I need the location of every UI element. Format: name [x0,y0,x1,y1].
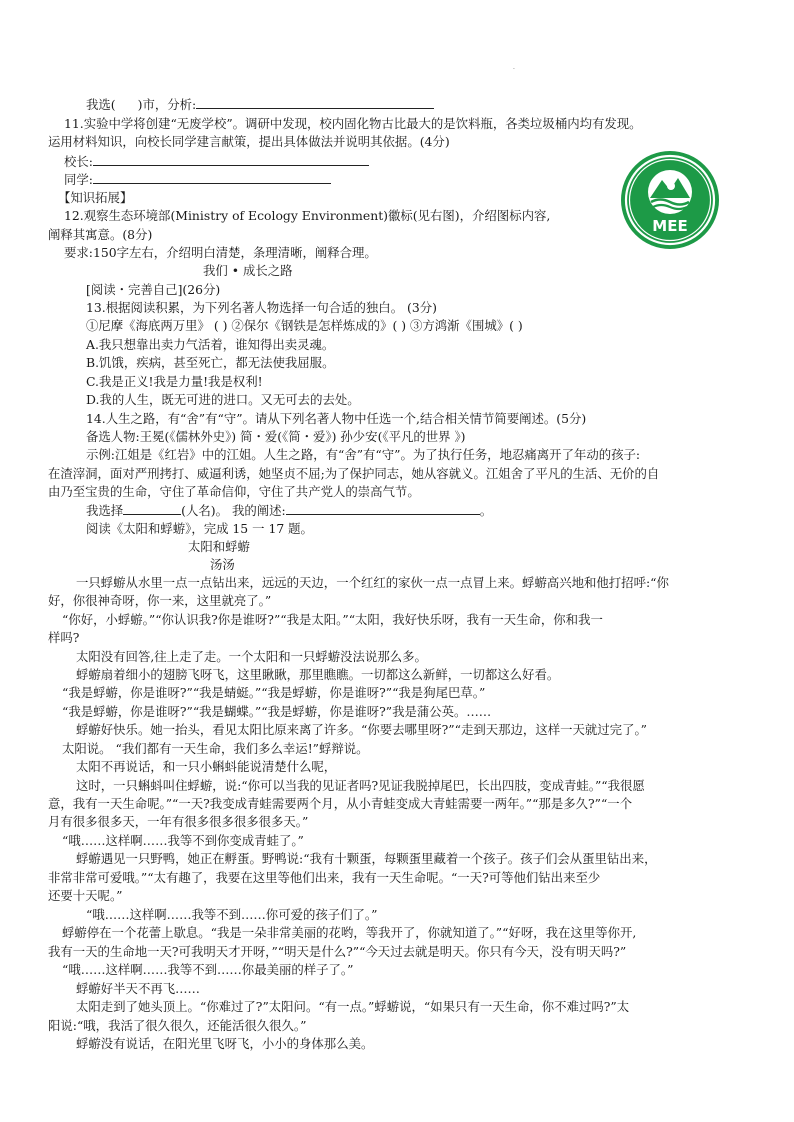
q10-blank[interactable] [196,95,434,109]
q10-label: 我选( [86,97,116,112]
story-line: 这时，一只蝌蚪叫住蜉蝣，说:“你可以当我的见证者吗?见证我脱掉尾巴，长出四肢，变成青蛙。”“我很愿 [76,778,645,793]
q13-option-a: A.我只想靠出卖力气活着，谁知得出卖灵魂。 [86,337,335,352]
story-line: 蜉蝣好半天不再飞…… [76,981,200,996]
story-line: 太阳没有回答,往上走了走。一个太阳和一只蜉蝣没法说那么多。 [76,649,427,664]
q11-students-label: 同学: [64,172,93,187]
story-line: 月有很多很多天，一年有很多很多很多很多天。” [48,814,309,829]
q13-option-c: C.我是正义!我是力量!我是权利! [86,374,263,389]
q14-example-line1: 示例:江姐是《红岩》中的江姐。人生之路，有“舍”有“守”。为了执行任务，地忍痛离开了年动的孩子: [86,447,641,462]
story-line: 蜉蝣遇见一只野鸭，她正在孵蛋。野鸭说:“我有十颗蛋，每颗蛋里藏着一个孩子。孩子们会从蛋里钻出来， [76,851,657,866]
story-line: 蜉蝣好快乐。她一抬头，看见太阳比原来离了许多。“你要去哪里呀?”“走到天那边，这样一天就过完了。” [76,722,647,737]
q14-candidates: 备选人物:王冕(《儒林外史》) 简・爱(《简・爱》) 孙少安(《平凡的世界 》) [86,429,466,444]
q13-option-b: B.饥饿，疾病，甚至死亡，都无法使我屈服。 [86,355,335,370]
q12-line1: 12.观察生态环境部(Ministry of Ecology Environment)徽标(见右图)，介绍图标内容, [64,208,551,223]
header-dot: . [513,64,515,71]
q14-answer-end: 。 [479,503,493,518]
story-line: 非常非常可爱哦。”“太有趣了，我要在这里等他们出来，我有一天生命呢。“一天?可等他们钻出来至少 [48,870,601,885]
q13-stem: 13.根据阅读积累，为下列名著人物选择一句合适的独白。 (3分) [86,300,437,315]
q11-students-line [64,170,331,188]
q11-line2: 运用材料知识，向校长同学建言献策，提出具体做法并说明其依据。(4分) [48,134,450,149]
mee-emblem-icon [620,150,720,250]
q14-answer-line [86,501,492,519]
q14-answer-label: 我选择 [86,503,124,518]
section-knowledge-expand: 【知识拓展】 [58,190,133,205]
q14-example-line3: 由乃至宝贵的生命，守住了革命信仰，守住了共产党人的崇高气节。 [48,484,420,499]
q14-example-line2: 在渣滓洞，面对严刑拷打、威逼利诱，她坚贞不屈;为了保护同志，她从容就义。江姐舍了平凡的生活、无价的自 [48,466,660,481]
story-line: 好，你很神奇呀，你一来，这里就亮了。” [48,593,272,608]
story-line: “哦……这样啊……我等不到你变成青蛙了。” [62,833,304,848]
q13-option-d: D.我的人生，既无可进的进口。又无可去的去处。 [86,392,360,407]
story-line: 太阳走到了她头顶上。“你难过了?”太阳问。“有一点。”蜉蝣说，“如果只有一天生命，你不难过吗?”太 [76,999,630,1014]
q14-stem: 14.人生之路，有“舍”有“守”。请从下列名著人物中任选一个,结合相关情节简要阐述。(5分) [86,411,587,426]
q11-principal-line [64,152,369,170]
story-line: “哦……这样啊……我等不到……你可爱的孩子们了。” [86,907,378,922]
story-line: 太阳不再说话，和一只小蝌蚪能说清楚什么呢， [76,759,337,774]
q11-principal-label: 校长: [64,154,93,169]
story-line: 太阳说。 “我们都有一天生命，我们多么幸运!”蜉辩说。 [62,741,369,756]
story-line: 蜉蝣扇着细小的翅膀飞呀飞，这里瞅瞅，那里瞧瞧。一切都这么新鲜，一切都这么好看。 [76,667,560,682]
reading-section-title: [阅读・完善自己](26分) [86,282,221,297]
reading-intro: 阅读《太阳和蜉蝣》，完成 15 一 17 题。 [86,521,313,536]
story-title: 太阳和蜉蝣 [188,539,250,554]
q14-answer-mid: (人名)。 我的阐述: [181,503,286,518]
story-line: 阳说:“哦，我活了很久很久，还能活很久很久。” [48,1018,307,1033]
q10-answer-line [86,95,434,113]
story-author: 汤汤 [210,557,235,572]
story-line: 我有一天的生命地一天?可我明天才开呀，”“明天是什么?”“今天过去就是明天。你只有今天，没有明天吗?” [48,944,627,959]
mee-emblem-text: MEE [652,217,688,235]
q13-items: ①尼摩《海底两万里》 ( ) ②保尔《钢铁是怎样炼成的》( ) ③方鸿渐《围城》( ) [86,318,523,333]
story-line: 蜉蝣没有说话，在阳光里飞呀飞，小小的身体那么美。 [76,1036,374,1051]
q11-principal-blank[interactable] [93,152,369,166]
story-line: 一只蜉蝣从水里一点一点钻出来，远远的天边，一个红红的家伙一点一点冒上来。蜉蝣高兴地和他打招呼:“你 [76,575,669,590]
q12-requirement: 要求:150字左右，介绍明白清楚，条理清晰，阐释合理。 [64,245,377,260]
story-line: 意，我有一天生命呢。”“一天?我变成青蛙需要两个月，从小青蛙变成大青蛙需要一两年。”“那是多久?”“一个 [48,796,633,811]
q11-students-blank[interactable] [93,170,331,184]
unit-title: 我们 • 成长之路 [203,263,293,278]
q10-mid: )市，分析: [137,97,197,112]
story-line: 样吗? [48,630,80,645]
story-line: 还要十天呢。” [48,888,123,903]
q11-line1: 11.实验中学将创建“无废学校”。调研中发现，校内固化物古比最大的是饮料瓶，各类垃圾桶内均有发现。 [64,116,642,131]
q14-statement-blank[interactable] [286,501,480,515]
story-line: “你好，小蜉蝣。”“你认识我?你是谁呀?”“我是太阳。”“太阳，我好快乐呀，我有一天生命，你和我一 [62,612,603,627]
story-line: 蜉蝣停在一个花蕾上歇息。“我是一朵非常美丽的花哟，等我开了，你就知道了。”“好呀，我在这里等你开, [62,925,637,940]
story-line: “我是蜉蝣，你是谁呀?”“我是蝴蝶。”“我是蜉蝣，你是谁呀?”我是蒲公英。…… [62,704,492,719]
q14-name-blank[interactable] [123,501,181,515]
story-line: “我是蜉蝣，你是谁呀?”“我是蜻蜓。”“我是蜉蝣，你是谁呀?”“我是狗尾巴草。” [62,685,486,700]
story-line: “哦……这样啊……我等不到……你最美丽的样子了。” [62,962,354,977]
q12-line2: 阐释其寓意。(8分) [48,227,153,242]
